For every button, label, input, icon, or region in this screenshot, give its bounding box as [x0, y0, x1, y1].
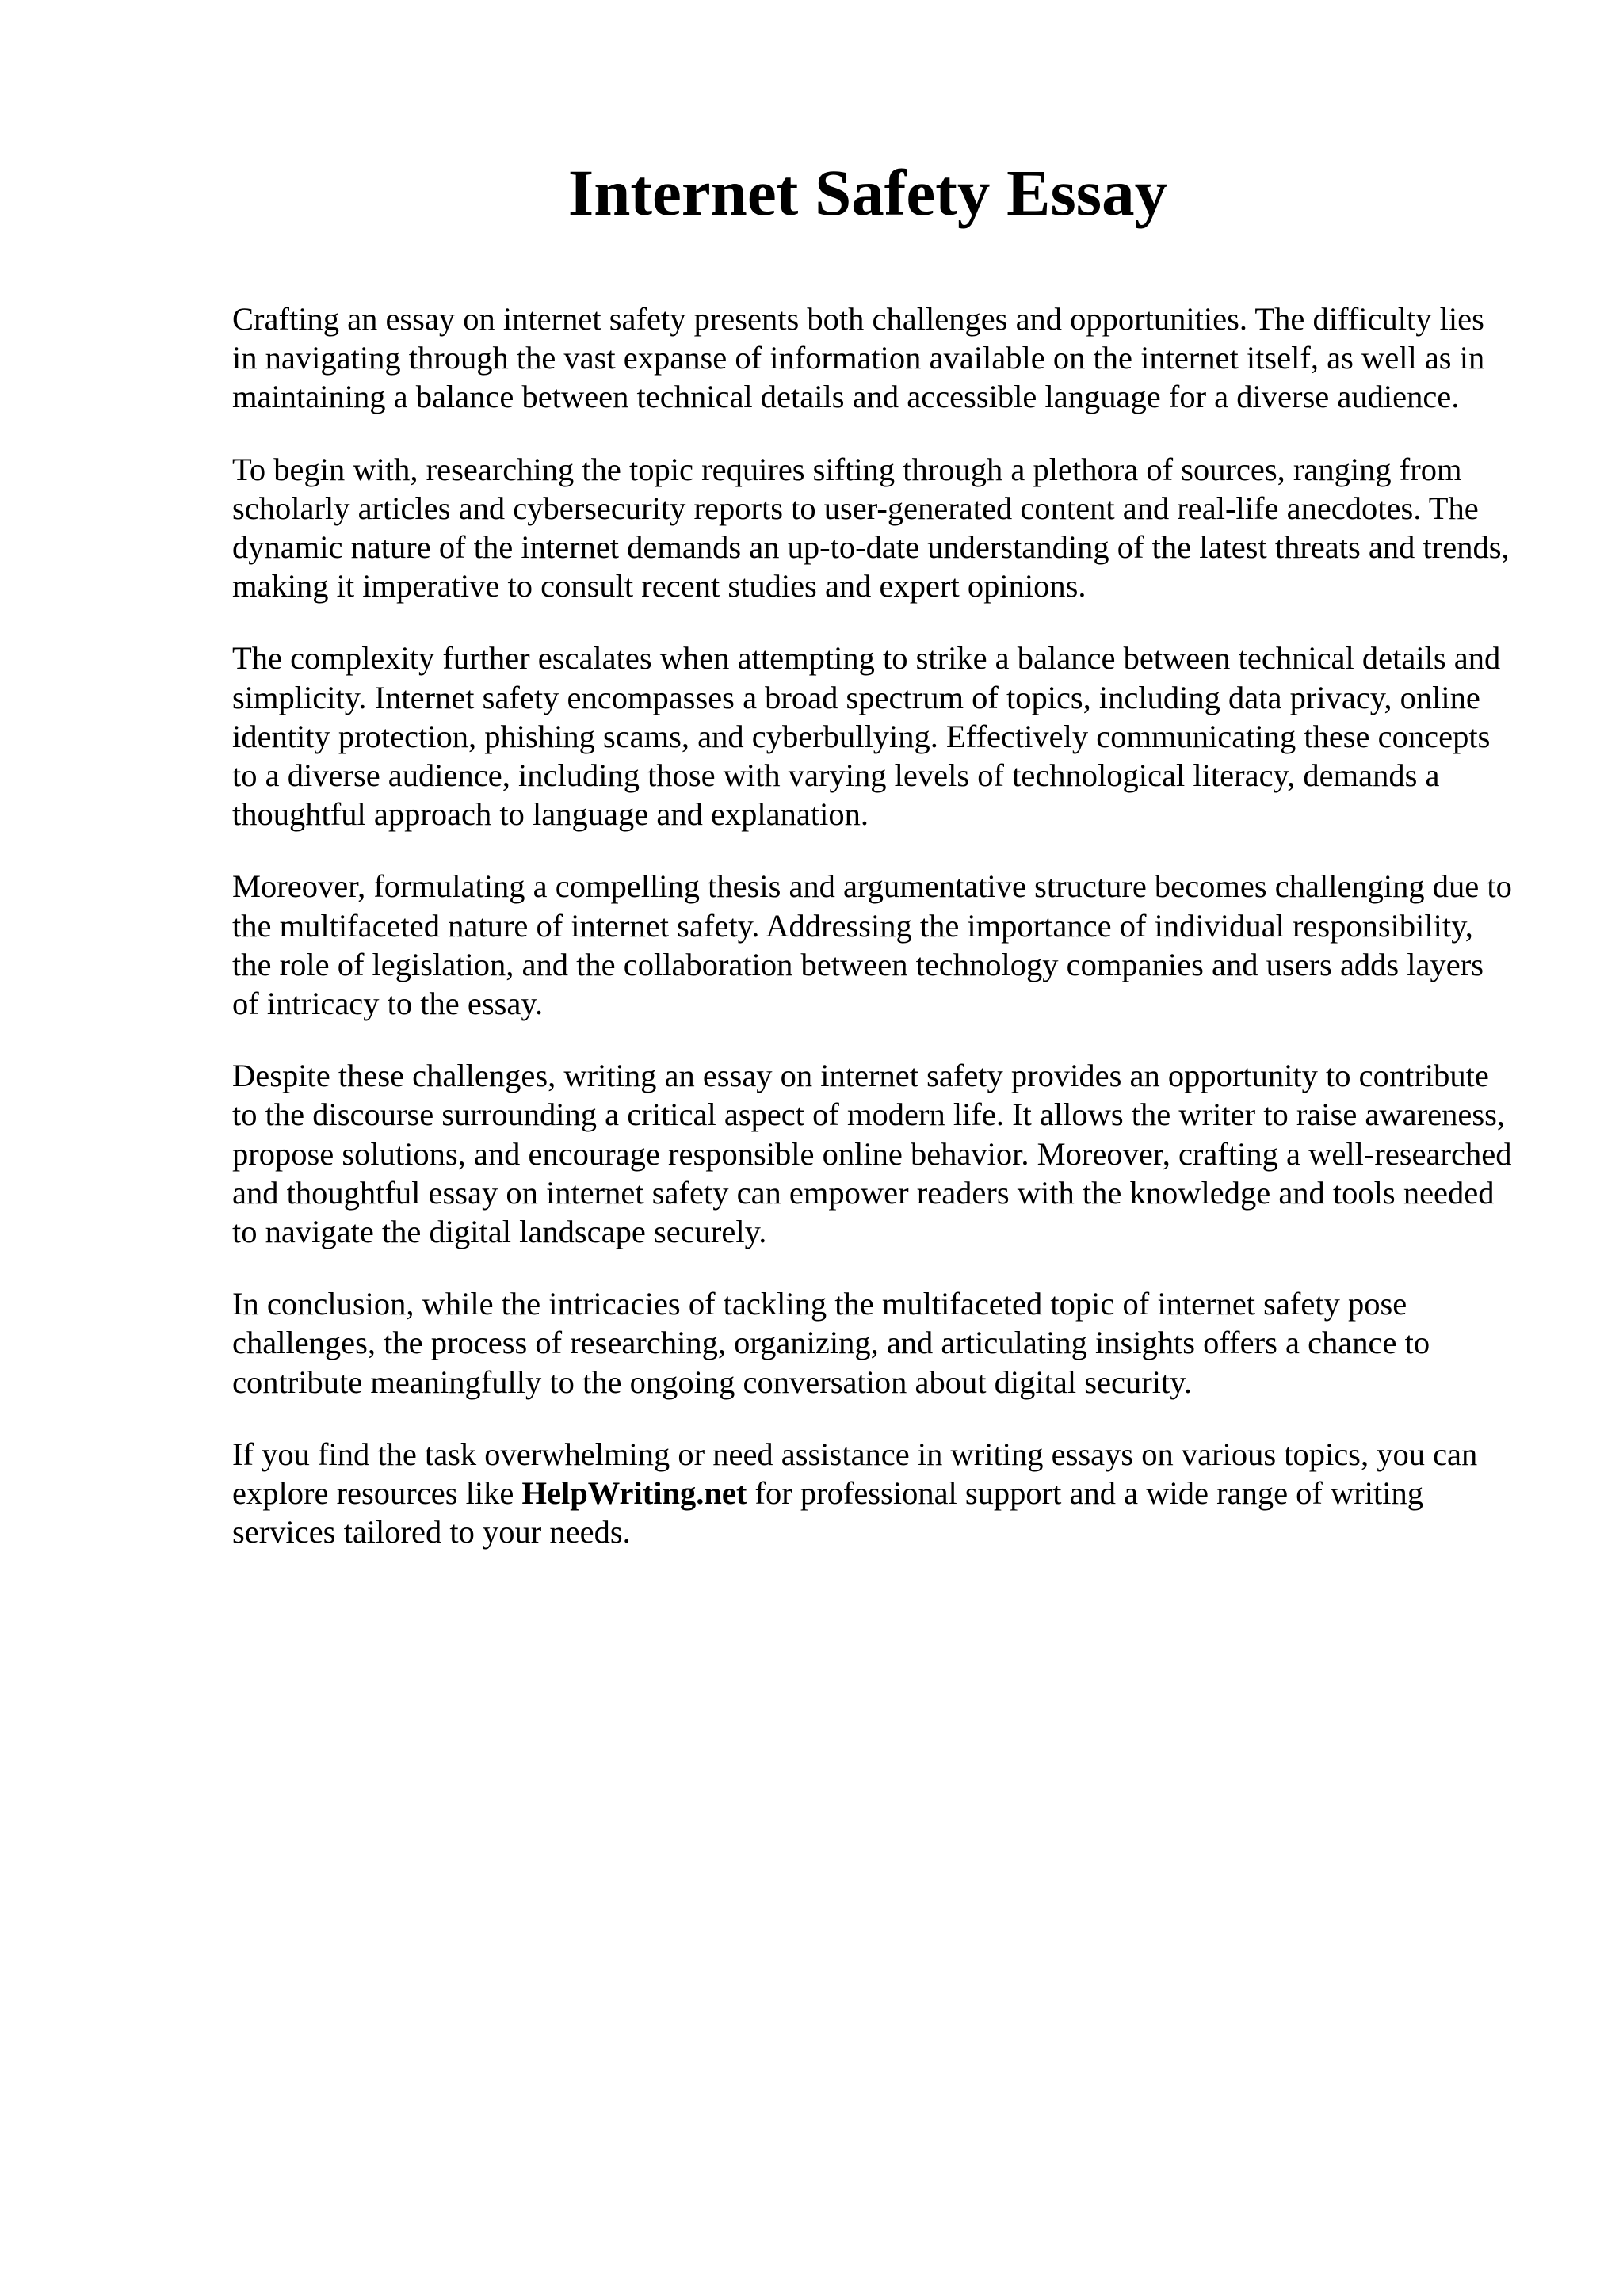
paragraph-complexity: The complexity further escalates when attempting to strike a balance between technical details and simplicity. Internet safety encompasses a broad spectrum of topics, including data privacy, online identity protection, phishing scams, and cyberbullying. Effectively communicating these concepts to a diverse audience, including those with varying levels of technological literacy, demands a thoughtful approach to language and explanation.: [232, 640, 1501, 833]
paragraph-intro: Crafting an essay on internet safety presents both challenges and opportunities. The difficulty lies in navigating through the vast expanse of information available on the internet itself, as well as in maintaining a balance between technical details and accessible language for a diverse audience.: [232, 301, 1485, 415]
paragraph-research: To begin with, researching the topic requires sifting through a plethora of sources, ranging from scholarly articles and cybersecurity reports to user-generated content and real-life anecdotes. The dynamic nature of the internet demands an up-to-date understanding of the latest threats and trends, making it imperative to consult recent studies and expert opinions.: [232, 451, 1510, 605]
paragraph-conclusion: In conclusion, while the intricacies of tackling the multifaceted topic of internet safety pose challenges, the process of researching, organizing, and articulating insights offers a chance to contribute meaningfully to the ongoing conversation about digital security.: [232, 1286, 1430, 1400]
document-title: Internet Safety Essay: [567, 156, 1168, 229]
document-body: [232, 299, 1516, 1585]
paragraph-thesis: Moreover, formulating a compelling thesis and argumentative structure becomes challenging due to the multifaceted nature of internet safety. Addressing the importance of individual responsibility, the role of legislation, and the collaboration between technology companies and users adds layers of intricacy to the essay.: [232, 868, 1512, 1022]
closing-text-before: If you find the task overwhelming or need assistance in writing essays on various topics, you can explore resources like: [232, 1436, 1478, 1512]
paragraph-closing: [232, 1435, 1516, 1552]
helpwriting-link[interactable]: HelpWriting.net: [521, 1475, 747, 1512]
paragraph-opportunity: Despite these challenges, writing an essay on internet safety provides an opportunity to contribute to the discourse surrounding a critical aspect of modern life. It allows the writer to raise awareness, propose solutions, and encourage responsible online behavior. Moreover, crafting a well-researched and thoughtful essay on internet safety can empower readers with the knowledge and tools needed to navigate the digital landscape securely.: [232, 1058, 1512, 1250]
closing-text-after: for professional support and a wide range of writing services tailored to your needs.: [232, 1475, 1424, 1550]
